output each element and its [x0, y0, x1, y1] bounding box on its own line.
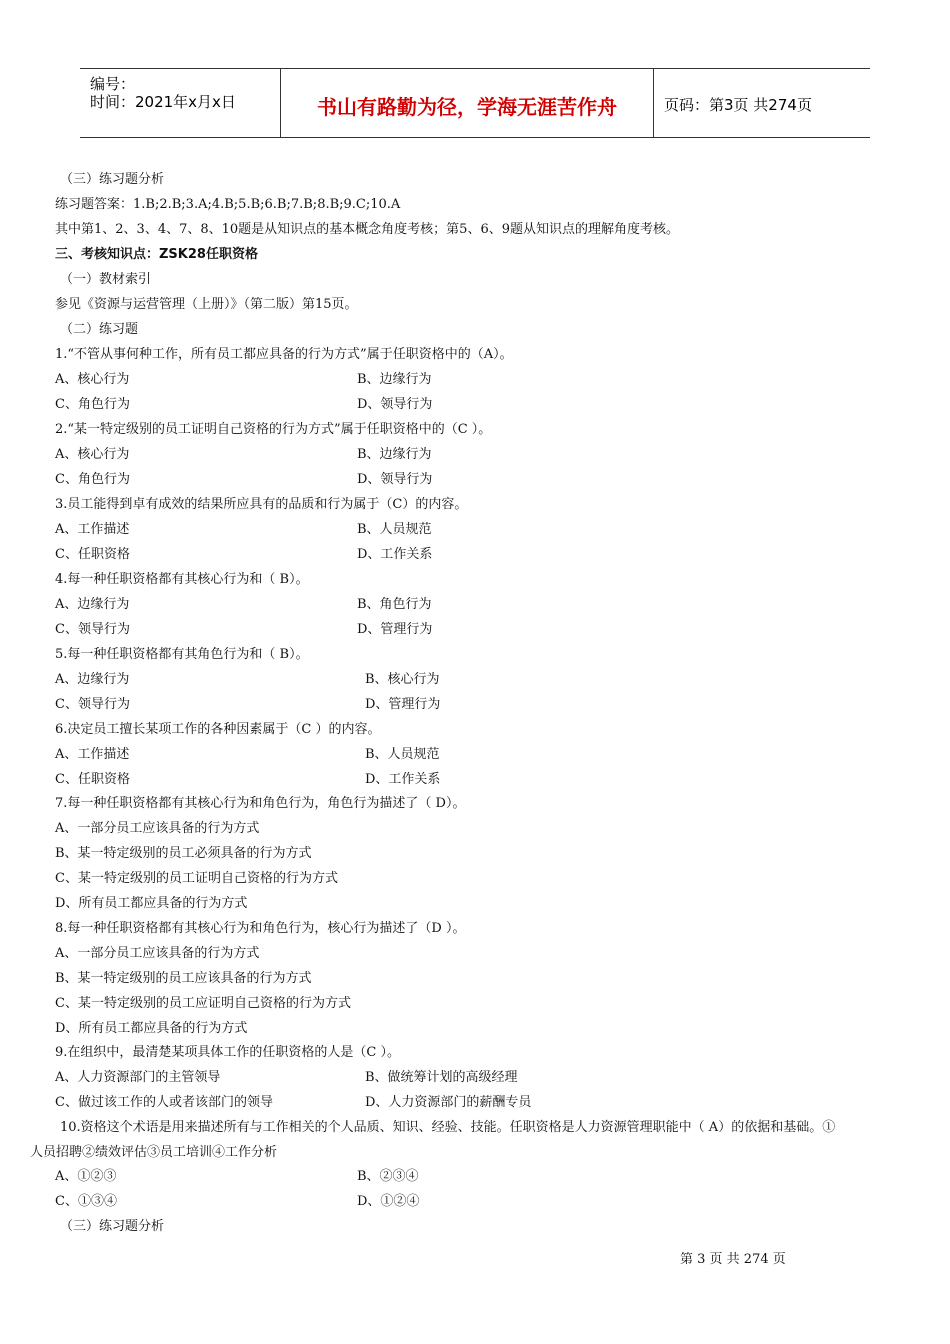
- option: C、①③④: [55, 1194, 117, 1209]
- textbook-reference: 参见《资源与运营管理（上册）》（第二版）第15页。: [55, 297, 358, 312]
- question-text-continued: 人员招聘②绩效评估③员工培训④工作分析: [30, 1145, 278, 1160]
- option: A、人力资源部门的主管领导: [55, 1070, 221, 1085]
- question-text: 9.在组织中，最清楚某项具体工作的任职资格的人是（C ）。: [55, 1045, 400, 1060]
- option: C、角色行为: [55, 472, 130, 487]
- option: B、边缘行为: [357, 447, 432, 462]
- option: B、人员规范: [365, 747, 440, 762]
- option: D、领导行为: [357, 472, 433, 487]
- header-page-cell: [654, 69, 870, 137]
- option: B、②③④: [357, 1169, 419, 1184]
- knowledge-point-heading: 三、考核知识点：ZSK28任职资格: [55, 247, 258, 262]
- question-text: 10.资格这个术语是用来描述所有与工作相关的个人品质、知识、经验、技能。任职资格是人力资源管理职能中（ A）的依据和基础。①: [60, 1120, 836, 1135]
- option: B、人员规范: [357, 522, 432, 537]
- question-text: 3.员工能得到卓有成效的结果所应具有的品质和行为属于（C）的内容。: [55, 497, 468, 512]
- option: C、任职资格: [55, 772, 130, 787]
- option: A、一部分员工应该具备的行为方式: [55, 821, 260, 836]
- doc-number-label: 编号：: [90, 75, 136, 93]
- analysis-line: 其中第1、2、3、4、7、8、10题是从知识点的基本概念角度考核；第5、6、9题从知识点的理解角度考核。: [55, 222, 679, 237]
- option: A、核心行为: [55, 447, 130, 462]
- question-text: 4.每一种任职资格都有其核心行为和（ B）。: [55, 572, 309, 587]
- option: B、角色行为: [357, 597, 432, 612]
- option: C、领导行为: [55, 622, 130, 637]
- option: A、核心行为: [55, 372, 130, 387]
- page-footer: 第 3 页 共 274 页: [680, 1252, 786, 1267]
- header-motto-cell: [281, 69, 654, 137]
- option: B、某一特定级别的员工必须具备的行为方式: [55, 846, 312, 861]
- section-heading: （二）练习题: [60, 322, 139, 337]
- option: D、领导行为: [357, 397, 433, 412]
- option: B、核心行为: [365, 672, 440, 687]
- section-heading: （三）练习题分析: [60, 172, 165, 187]
- option: D、人力资源部门的薪酬专员: [365, 1095, 532, 1110]
- option: C、做过该工作的人或者该部门的领导: [55, 1095, 273, 1110]
- doc-time-label: 时间：2021年x月x日: [90, 93, 236, 111]
- header-info-cell: [80, 69, 281, 137]
- option: D、工作关系: [357, 547, 433, 562]
- option: D、管理行为: [357, 622, 433, 637]
- question-text: 6.决定员工擅长某项工作的各种因素属于（C ）的内容。: [55, 722, 381, 737]
- option: C、某一特定级别的员工应证明自己资格的行为方式: [55, 996, 351, 1011]
- option: C、角色行为: [55, 397, 130, 412]
- section-heading: （一）教材索引: [60, 272, 152, 287]
- option: A、一部分员工应该具备的行为方式: [55, 946, 260, 961]
- option: D、工作关系: [365, 772, 441, 787]
- option: D、所有员工都应具备的行为方式: [55, 896, 248, 911]
- question-text: 7.每一种任职资格都有其核心行为和角色行为，角色行为描述了（ D）。: [55, 796, 466, 811]
- answer-line: 练习题答案：1.B;2.B;3.A;4.B;5.B;6.B;7.B;8.B;9.C;10.A: [55, 197, 401, 212]
- option: D、管理行为: [365, 697, 441, 712]
- option: A、边缘行为: [55, 672, 130, 687]
- option: A、边缘行为: [55, 597, 130, 612]
- header-page-label: 页码：第3页 共274页: [664, 96, 812, 114]
- option: A、工作描述: [55, 522, 130, 537]
- option: B、某一特定级别的员工应该具备的行为方式: [55, 971, 312, 986]
- option: C、某一特定级别的员工证明自己资格的行为方式: [55, 871, 338, 886]
- question-text: 5.每一种任职资格都有其角色行为和（ B）。: [55, 647, 309, 662]
- option: D、①②④: [357, 1194, 420, 1209]
- option: D、所有员工都应具备的行为方式: [55, 1021, 248, 1036]
- question-text: 8.每一种任职资格都有其核心行为和角色行为，核心行为描述了（D ）。: [55, 921, 466, 936]
- motto: 书山有路勤为径，学海无涯苦作舟: [317, 95, 617, 119]
- option: C、领导行为: [55, 697, 130, 712]
- option: A、工作描述: [55, 747, 130, 762]
- question-text: 1.“不管从事何种工作，所有员工都应具备的行为方式”属于任职资格中的（A）。: [55, 347, 513, 362]
- question-text: 2.“某一特定级别的员工证明自己资格的行为方式”属于任职资格中的（C ）。: [55, 422, 492, 437]
- option: C、任职资格: [55, 547, 130, 562]
- section-heading: （三）练习题分析: [60, 1219, 165, 1234]
- option: B、做统筹计划的高级经理: [365, 1070, 518, 1085]
- header-table: [80, 68, 870, 138]
- option: B、边缘行为: [357, 372, 432, 387]
- option: A、①②③: [55, 1169, 117, 1184]
